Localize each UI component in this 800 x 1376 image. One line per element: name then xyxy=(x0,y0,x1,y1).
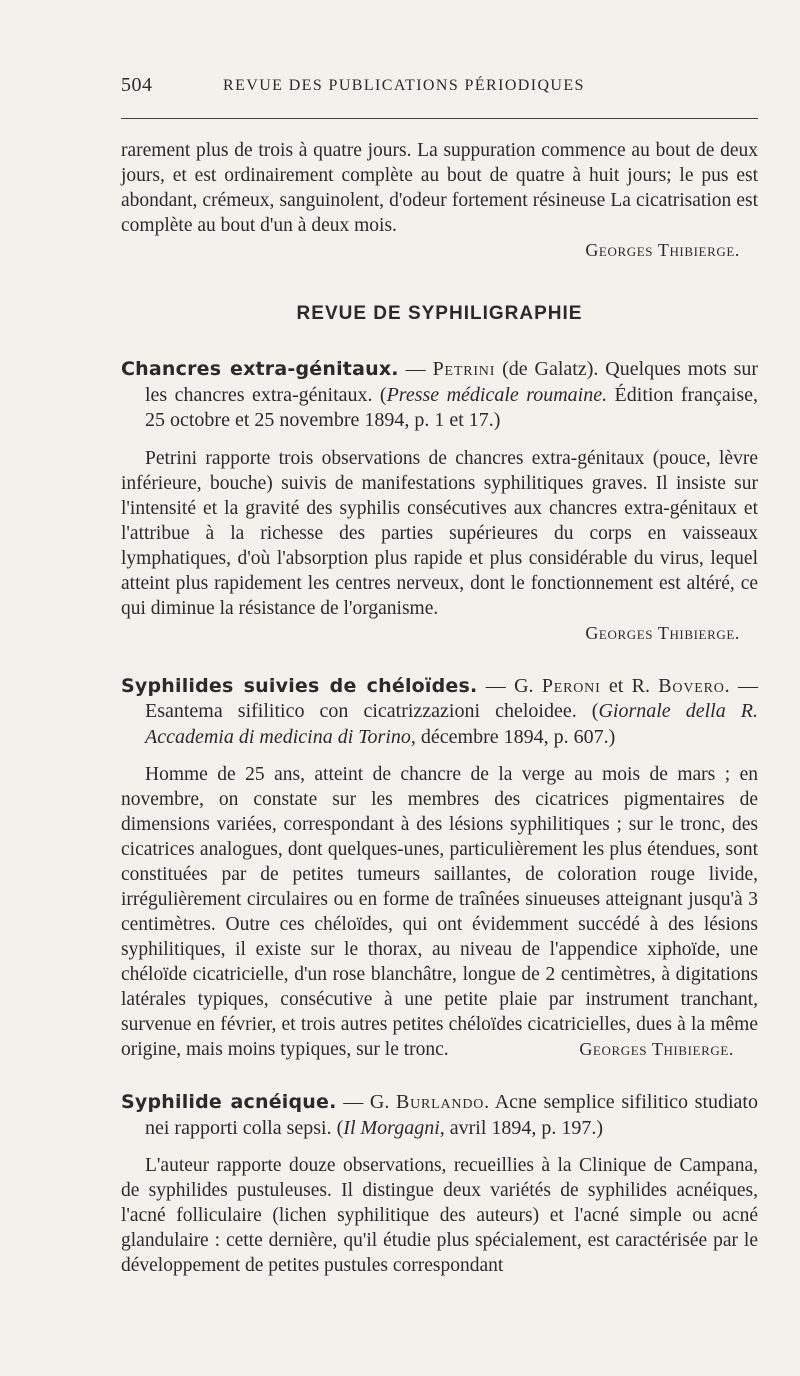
citation-text: et R. xyxy=(600,674,659,697)
citation-tail: , décembre 1894, p. 607.) xyxy=(410,725,616,748)
review-entry xyxy=(121,1090,758,1278)
continued-paragraph xyxy=(121,138,758,263)
author-name: Petrini xyxy=(432,358,496,380)
article-body xyxy=(121,138,758,1278)
entry-citation xyxy=(121,357,758,434)
review-entry xyxy=(121,674,758,1063)
running-title: REVUE DES PUBLICATIONS PÉRIODIQUES xyxy=(223,77,585,94)
header-rule xyxy=(121,118,758,119)
citation-text: (de Galatz). Quelques mots sur les chancres extra-génitaux. ( xyxy=(145,358,759,406)
signature: Georges Thibierge. xyxy=(585,622,740,643)
author-name: Bovero xyxy=(658,674,725,697)
entry-title: Syphilide acnéique. xyxy=(121,1091,337,1113)
page-number: 504 xyxy=(121,74,153,96)
separator: — G. xyxy=(336,1091,396,1113)
citation-text: . — Esantema sifilitico con cicatrizzazioni cheloidee. ( xyxy=(145,674,758,722)
entry-citation xyxy=(121,674,758,751)
author-name: Peroni xyxy=(541,674,601,697)
entry-body xyxy=(121,762,758,1062)
signature: Georges Thibierge. xyxy=(585,240,740,260)
citation-tail: , avril 1894, p. 197.) xyxy=(439,1116,604,1139)
entry-title: Chancres extra-génitaux. xyxy=(121,358,399,380)
journal-name: Il Morgagni xyxy=(343,1116,440,1139)
page xyxy=(121,74,759,1276)
separator: — G. xyxy=(477,674,542,697)
review-entry xyxy=(121,357,758,646)
signature: Georges Thibierge. xyxy=(579,1039,734,1059)
journal-name: Giornale della R. Accademia di medicina di Torino xyxy=(145,700,758,748)
entry-paragraph: L'auteur rapporte douze observations, recueillies à la Clinique de Campana, de syphilides pustuleuses. Il distingue deux variétés de syphilides acnéiques, l'acné folliculaire (lichen syphilitique des auteurs) et l'acné simple ou acné glandulaire : cette dernière, qu'il étudie plus spécialement, est caractérisée par le développement de petites pustules correspondant xyxy=(121,1155,758,1276)
entry-citation xyxy=(121,1090,758,1141)
journal-name: Presse médicale roumaine. xyxy=(386,383,608,406)
entry-title: Syphilides suivies de chéloïdes. xyxy=(121,674,478,697)
separator: — xyxy=(398,358,433,380)
entry-paragraph: Petrini rapporte trois observations de chancres extra-génitaux (pouce, lèvre inférieure, bouche) suivis de manifestations syphilitiques graves. Il insiste sur l'intensité et la gravité des syphilis consécutives aux chancres extra-génitaux et l'attribue à la richesse des parties supérieures du corps en vaisseaux lymphatiques, d'où l'absorption plus rapide et plus considérable du virus, lequel atteint plus rapidement les centres nerveux, dont le fonctionnement est altéré, ce qui diminue la résistance de l'organisme. xyxy=(121,447,758,619)
entry-paragraph-text: Homme de 25 ans, atteint de chancre de la verge au mois de mars ; en novembre, on constate sur les membres des cicatrices pigmentaires de dimensions variées, correspondant à des lésions syphilitiques ; sur le tronc, des cicatrices analogues, dont quelques-unes, particulièrement les plus étendues, sont constituées par de petites tumeurs saillantes, de coloration rouge livide, irrégulièrement circulaires ou en forme de traînées sinueuses atteignant jusqu'à 3 centimètres. Outre ces chéloïdes, qui ont évidemment succédé à des lésions syphilitiques, il existe sur le thorax, au niveau de l'appendice xiphoïde, une chéloïde cicatricielle, d'un rose blanchâtre, longue de 2 centimètres, à digitations latérales typiques, consécutive à une petite plaie par instrument tranchant, survenue en février, et trois autres petites chéloïdes cicatricielles, dues à la même origine, mais moins typiques, sur le tronc. xyxy=(121,764,758,1060)
citation-tail: Édition française, 25 octobre et 25 novembre 1894, p. 1 et 17.) xyxy=(145,383,759,431)
entry-body xyxy=(121,1153,758,1278)
entry-paragraph xyxy=(121,762,758,1062)
author-name: Burlando xyxy=(395,1091,485,1113)
entry-body xyxy=(121,446,758,646)
lead-text: rarement plus de trois à quatre jours. La suppuration commence au bout de deux jours, et est ordinairement complète au bout de quatre à huit jours; le pus est abondant, crémeux, sanguinolent, d'odeur fortement résineuse La cicatrisation est complète au bout d'un à deux mois. xyxy=(121,140,758,236)
section-heading: REVUE DE SYPHILIGRAPHIE xyxy=(296,303,583,324)
running-header xyxy=(121,74,758,104)
citation-text: . Acne semplice sifilitico studiato nei rapporti colla sepsi. ( xyxy=(145,1091,758,1139)
